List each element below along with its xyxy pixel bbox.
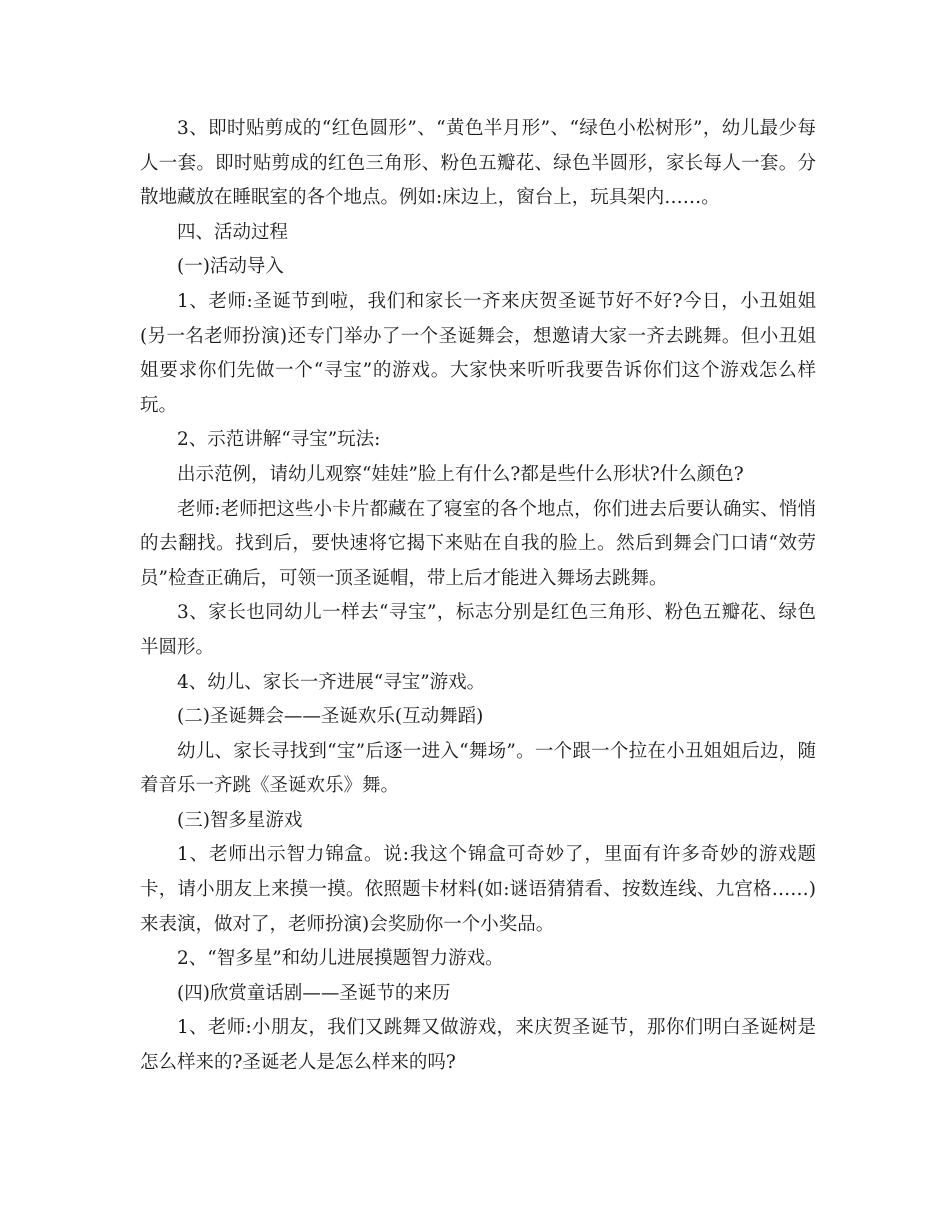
paragraph-intro-1: 1、老师:圣诞节到啦，我们和家长一齐来庆贺圣诞节好不好?今日，小丑姐姐(另一名老师扮演)还专门举办了一个圣诞舞会，想邀请大家一齐去跳舞。但小丑姐姐要求你们先做一个“寻宝”的游戏。大家快来听听我要告诉你们这个游戏怎么样玩。 (140, 290, 816, 416)
paragraph-game-1: 1、老师出示智力锦盒。说:我这个锦盒可奇妙了，里面有许多奇妙的游戏题卡，请小朋友上来摸一摸。依照题卡材料(如:谜语猜猜看、按数连线、九宫格……)来表演，做对了，老师扮演)会奖励你一个小奖品。 (140, 844, 816, 935)
document-body (140, 112, 816, 1081)
paragraph-dance: 幼儿、家长寻找到“宝”后逐一进入“舞场”。一个跟一个拉在小丑姐姐后边，随着音乐一齐跳《圣诞欢乐》舞。 (140, 740, 816, 797)
paragraph-intro-4: 4、幼儿、家长一齐进展“寻宝”游戏。 (177, 671, 486, 693)
paragraph-intro-3: 3、家长也同幼儿一样去“寻宝”，标志分别是红色三角形、粉色五瓣花、绿色半圆形。 (140, 602, 816, 658)
subheading-fairy-tale-play: (四)欣赏童话剧——圣诞节的来历 (177, 982, 451, 1004)
paragraph-play-1: 1、老师:小朋友，我们又跳舞又做游戏，来庆贺圣诞节，那你们明白圣诞树是怎么样来的?圣诞老人是怎么样来的吗? (140, 1017, 816, 1074)
paragraph-materials-3: 3、即时贴剪成的“红色圆形”、“黄色半月形”、“绿色小松树形”，幼儿最少每人一套。即时贴剪成的红色三角形、粉色五瓣花、绿色半圆形，家长每人一套。分散地藏放在睡眠室的各个地点。例如:床边上，窗台上，玩具架内……。 (140, 118, 816, 209)
subheading-christmas-dance: (二)圣诞舞会——圣诞欢乐(互动舞蹈) (177, 706, 484, 728)
subheading-activity-intro: (一)活动导入 (177, 256, 284, 278)
paragraph-intro-2: 2、示范讲解“寻宝”玩法: (177, 429, 381, 451)
paragraph-teacher-instructions: 老师:老师把这些小卡片都藏在了寝室的各个地点，你们进去后要认确实、悄悄的去翻找。找到后，要快速将它揭下来贴在自我的脸上。然后到舞会门口请“效劳员”检查正确后，可领一顶圣诞帽，带上后才能进入舞场去跳舞。 (140, 498, 816, 589)
heading-activity-process: 四、活动过程 (177, 221, 289, 243)
subheading-smart-star-game: (三)智多星游戏 (177, 809, 303, 831)
paragraph-game-2: 2、“智多星”和幼儿进展摸题智力游戏。 (177, 948, 504, 970)
paragraph-example: 出示范例，请幼儿观察“娃娃”脸上有什么?都是些什么形状?什么颜色? (177, 463, 744, 485)
